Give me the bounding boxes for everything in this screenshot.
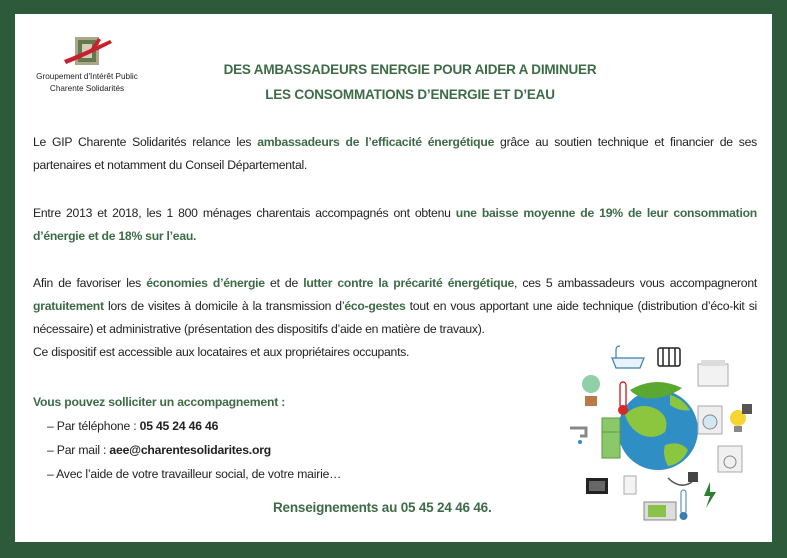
gip-logo-icon [60, 34, 114, 70]
p2-text-before: Entre 2013 et 2018, les 1 800 ménages charentais accompagnés ont obtenu [33, 206, 456, 220]
dishwasher-icon [718, 446, 742, 472]
plug-icon [668, 472, 698, 485]
paragraph-intro [33, 131, 757, 177]
logo-line2: Charente Solidarités [49, 84, 125, 93]
p3-text-5: tout en vous apportant une aide technique (distribution d’éco-kit si nécessaire) et administrative (présentation des dispositifs d’aide en matière de travaux). [33, 299, 758, 336]
water-tap-icon [570, 428, 586, 444]
p3-highlight-4: éco-gestes [344, 299, 406, 313]
mail-value[interactable]: aee@charentesolidarites.org [109, 443, 272, 457]
paragraph-results [33, 202, 757, 248]
p2-highlight: une baisse moyenne de 19% de leur consommation d’énergie et de 18% sur l’eau. [33, 206, 757, 243]
phone-value[interactable]: 05 45 24 46 46 [139, 419, 219, 433]
stove-icon [742, 404, 752, 414]
p3-text-3: , ces 5 ambassadeurs vous accompagneront [514, 276, 757, 290]
lightning-icon [704, 482, 716, 508]
contact-block [33, 390, 341, 486]
p3-text-1: Afin de favoriser les [33, 276, 147, 290]
tv-icon [586, 478, 608, 494]
p3-line4: Ce dispositif est accessible aux locataires et aux propriétaires occupants. [33, 345, 410, 359]
p1-text-before: Le GIP Charente Solidarités relance les [33, 135, 258, 149]
toilet-icon [624, 476, 636, 494]
p3-highlight-1: économies d’énergie [146, 276, 265, 290]
p1-highlight: ambassadeurs de l’efficacité énergétique [257, 135, 495, 149]
p3-text-2: et de [264, 276, 304, 290]
contact-phone [33, 414, 341, 438]
washing-machine-icon [698, 406, 722, 434]
p1-text-after: grâce au soutien technique et financier de ses partenaires et notamment du Conseil Départemental. [33, 135, 757, 172]
contact-mail [33, 438, 341, 462]
microwave-icon [644, 502, 676, 520]
globe-icon [618, 382, 698, 470]
logo-line1: Groupement d'Intérêt Public [36, 72, 138, 81]
fridge-icon [602, 418, 620, 458]
mail-label: – Par mail : [47, 443, 110, 457]
contact-heading: Vous pouvez solliciter un accompagnement : [33, 395, 286, 409]
bathtub-icon [612, 346, 644, 368]
p3-highlight-3: gratuitement [33, 299, 104, 313]
page-title [160, 57, 660, 107]
contact-other: – Avec l’aide de votre travailleur social, de votre mairie… [47, 467, 342, 481]
title-line1: DES AMBASSADEURS ENERGIE POUR AIDER A DIMINUER [223, 62, 597, 77]
title-line2: LES CONSOMMATIONS D’ENERGIE ET D’EAU [265, 87, 555, 102]
thermometer-icon [618, 382, 628, 415]
phone-label: – Par téléphone : [47, 419, 140, 433]
eco-illustration [570, 340, 755, 530]
p3-text-4: lors de visites à domicile à la transmission d’ [103, 299, 345, 313]
thermometer-small-icon [680, 490, 688, 520]
radiator-icon [658, 348, 680, 366]
p3-highlight-2: lutter contre la précarité énergétique [303, 276, 515, 290]
logo [27, 34, 147, 94]
footer-info: Renseignements au 05 45 24 46 46. [273, 500, 492, 515]
sink-icon [698, 360, 728, 386]
plant-bulb-icon [582, 375, 600, 406]
